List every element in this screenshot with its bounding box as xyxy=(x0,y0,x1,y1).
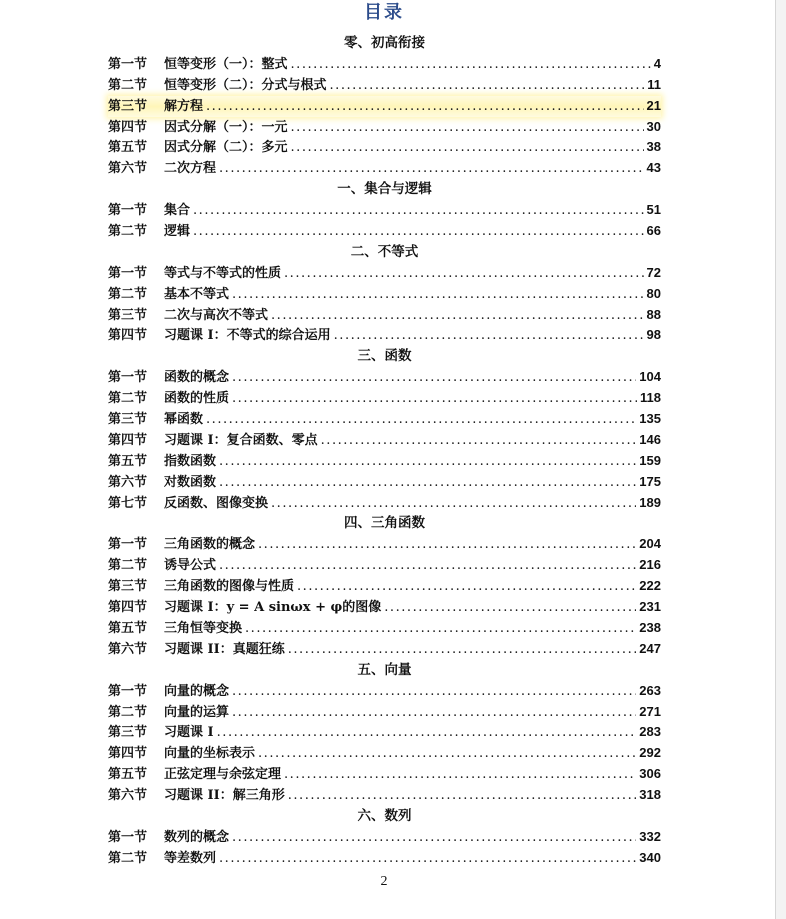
dot-leader xyxy=(217,723,637,743)
section-title: 集合 xyxy=(164,203,191,219)
section-page-number: 118 xyxy=(640,390,661,406)
section-number: 第一节 xyxy=(108,203,148,219)
chapter-heading[interactable]: 二、不等式 xyxy=(350,243,419,260)
chapter-heading[interactable]: 四、三角函数 xyxy=(344,515,425,532)
section-number: 第一节 xyxy=(108,537,148,553)
toc-entry-highlighted[interactable] xyxy=(108,96,661,117)
toc-entry[interactable] xyxy=(108,702,661,723)
section-title: 对数函数 xyxy=(164,474,217,490)
section-title: 基本不等式 xyxy=(164,286,230,302)
toc-entry[interactable] xyxy=(108,325,661,346)
section-title: 幂函数 xyxy=(164,412,204,428)
section-page-number: 231 xyxy=(639,599,661,615)
section-page-number: 135 xyxy=(639,411,661,427)
section-number: 第一节 xyxy=(108,56,148,72)
dot-leader xyxy=(291,118,644,138)
section-title: 解方程 xyxy=(164,98,204,114)
section-page-number: 175 xyxy=(639,473,661,489)
toc-entry[interactable] xyxy=(108,388,661,409)
dot-leader xyxy=(206,410,636,430)
toc-entry[interactable] xyxy=(108,618,661,639)
chapter-heading[interactable]: 一、集合与逻辑 xyxy=(337,181,432,198)
dot-leader xyxy=(219,849,636,869)
section-number: 第四节 xyxy=(108,119,148,135)
section-number: 第四节 xyxy=(108,600,148,616)
section-page-number: 11 xyxy=(647,76,661,92)
section-title: 恒等变形（二）：分式与根式 xyxy=(164,77,327,93)
section-title: 数列的概念 xyxy=(164,829,230,845)
section-number: 第一节 xyxy=(108,829,148,845)
section-title: 三角恒等变换 xyxy=(164,620,243,636)
section-title: 等式与不等式的性质 xyxy=(164,265,282,281)
page-edge-scrollbar[interactable] xyxy=(775,0,786,919)
dot-leader xyxy=(193,222,644,242)
toc-entry[interactable] xyxy=(108,451,661,472)
section-page-number: 38 xyxy=(646,139,661,155)
section-title: 诱导公式 xyxy=(164,558,217,574)
dot-leader xyxy=(330,76,645,96)
toc-entry[interactable] xyxy=(108,409,661,430)
section-page-number: 263 xyxy=(639,682,661,698)
toc-entry[interactable] xyxy=(108,743,661,764)
section-page-number: 80 xyxy=(646,285,661,301)
chapter-heading[interactable]: 三、函数 xyxy=(357,348,412,365)
toc-entry[interactable] xyxy=(108,493,661,514)
section-title: 向量的概念 xyxy=(164,683,230,699)
section-title: 习题课 I xyxy=(164,725,214,741)
dot-leader xyxy=(291,138,644,158)
section-page-number: 222 xyxy=(639,578,661,594)
section-title: 正弦定理与余弦定理 xyxy=(164,767,282,783)
section-number: 第五节 xyxy=(108,620,148,636)
section-page-number: 306 xyxy=(639,766,661,782)
toc-entry[interactable] xyxy=(108,305,661,326)
section-page-number: 238 xyxy=(639,619,661,635)
section-number: 第五节 xyxy=(108,767,148,783)
section-number: 第二节 xyxy=(108,77,148,93)
section-page-number: 66 xyxy=(646,223,661,239)
section-title: 向量的运算 xyxy=(164,704,230,720)
dot-leader xyxy=(232,389,637,409)
section-page-number: 4 xyxy=(653,55,661,71)
section-page-number: 30 xyxy=(646,118,661,134)
section-title: 指数函数 xyxy=(164,453,217,469)
toc-entry[interactable] xyxy=(108,848,661,869)
toc-entry[interactable] xyxy=(108,764,661,785)
toc-entry[interactable] xyxy=(108,200,661,221)
section-page-number: 189 xyxy=(639,494,661,510)
dot-leader xyxy=(284,264,644,284)
dot-leader xyxy=(219,159,644,179)
section-page-number: 146 xyxy=(639,431,661,447)
section-page-number: 88 xyxy=(646,306,661,322)
section-title: 三角函数的图像与性质 xyxy=(164,579,295,595)
dot-leader xyxy=(219,556,636,576)
section-number: 第六节 xyxy=(108,788,148,804)
chapter-heading[interactable]: 六、数列 xyxy=(357,807,412,824)
section-page-number: 159 xyxy=(639,452,661,468)
section-number: 第六节 xyxy=(108,641,148,657)
section-page-number: 104 xyxy=(639,369,661,385)
toc-entry[interactable] xyxy=(108,785,661,806)
toc-entry[interactable] xyxy=(108,54,661,75)
section-page-number: 340 xyxy=(639,849,661,865)
dot-leader xyxy=(284,765,636,785)
dot-leader xyxy=(219,452,636,472)
section-number: 第三节 xyxy=(108,307,148,323)
toc-entry[interactable] xyxy=(108,284,661,305)
toc-entry[interactable] xyxy=(108,430,661,451)
section-number: 第四节 xyxy=(108,432,148,448)
dot-leader xyxy=(219,473,636,493)
dot-leader xyxy=(206,97,644,117)
section-number: 第二节 xyxy=(108,286,148,302)
section-page-number: 21 xyxy=(646,97,661,113)
toc-entry[interactable] xyxy=(108,555,661,576)
toc-entry[interactable] xyxy=(108,576,661,597)
section-title: 二次方程 xyxy=(164,161,217,177)
section-page-number: 332 xyxy=(639,828,661,844)
section-title: 习题课 II：真题狂练 xyxy=(164,641,285,657)
section-title: 函数的概念 xyxy=(164,370,230,386)
section-number: 第五节 xyxy=(108,140,148,156)
toc-entry[interactable] xyxy=(108,117,661,138)
section-title: 三角函数的概念 xyxy=(164,537,256,553)
section-number: 第二节 xyxy=(108,558,148,574)
section-number: 第三节 xyxy=(108,98,148,114)
toc-entry[interactable] xyxy=(108,681,661,702)
section-page-number: 216 xyxy=(639,557,661,573)
section-number: 第一节 xyxy=(108,683,148,699)
dot-leader xyxy=(297,577,636,597)
page-number-footer: 2 xyxy=(380,874,388,889)
dot-leader xyxy=(232,682,636,702)
section-title: 函数的性质 xyxy=(164,391,230,407)
section-title: 恒等变形（一）：整式 xyxy=(164,56,288,72)
toc-entry[interactable] xyxy=(108,158,661,179)
section-page-number: 204 xyxy=(639,536,661,552)
toc-entry[interactable] xyxy=(108,221,661,242)
section-number: 第二节 xyxy=(108,391,148,407)
section-page-number: 72 xyxy=(646,264,661,280)
section-title: 等差数列 xyxy=(164,850,217,866)
page-title: 目录 xyxy=(364,2,404,23)
toc-entry[interactable] xyxy=(108,827,661,848)
toc-entry[interactable] xyxy=(108,367,661,388)
toc-entry[interactable] xyxy=(108,722,661,743)
dot-leader xyxy=(232,285,644,305)
section-title: 逻辑 xyxy=(164,224,191,240)
section-page-number: 247 xyxy=(639,640,661,656)
section-title: 习题课 I：不等式的综合运用 xyxy=(164,328,331,344)
section-page-number: 271 xyxy=(639,703,661,719)
section-title: 因式分解（一）：一元 xyxy=(164,119,288,135)
dot-leader xyxy=(271,494,636,514)
table-of-contents xyxy=(108,33,661,869)
section-title: 习题课 I：y = A sinωx + φ的图像 xyxy=(164,600,382,616)
section-page-number: 51 xyxy=(646,202,661,218)
dot-leader xyxy=(193,201,644,221)
dot-leader xyxy=(232,828,636,848)
section-number: 第六节 xyxy=(108,474,148,490)
toc-entry[interactable] xyxy=(108,263,661,284)
dot-leader xyxy=(245,619,636,639)
section-title: 向量的坐标表示 xyxy=(164,746,256,762)
dot-leader xyxy=(291,55,651,75)
dot-leader xyxy=(334,326,644,346)
section-number: 第一节 xyxy=(108,265,148,281)
dot-leader xyxy=(232,703,636,723)
chapter-heading[interactable]: 零、初高衔接 xyxy=(344,35,425,51)
dot-leader xyxy=(271,306,644,326)
dot-leader xyxy=(258,535,636,555)
chapter-heading[interactable]: 五、向量 xyxy=(357,661,412,678)
section-page-number: 283 xyxy=(639,724,661,740)
dot-leader xyxy=(321,431,637,451)
section-number: 第四节 xyxy=(108,328,148,344)
dot-leader xyxy=(288,640,637,660)
section-page-number: 292 xyxy=(639,745,661,761)
section-number: 第三节 xyxy=(108,412,148,428)
toc-entry[interactable] xyxy=(108,137,661,158)
section-number: 第二节 xyxy=(108,850,148,866)
toc-entry[interactable] xyxy=(108,472,661,493)
section-number: 第一节 xyxy=(108,370,148,386)
section-number: 第五节 xyxy=(108,453,148,469)
dot-leader xyxy=(232,368,636,388)
section-page-number: 43 xyxy=(646,160,661,176)
toc-entry[interactable] xyxy=(108,534,661,555)
toc-entry[interactable] xyxy=(108,639,661,660)
section-title: 二次与高次不等式 xyxy=(164,307,269,323)
section-number: 第三节 xyxy=(108,725,148,741)
dot-leader xyxy=(288,786,637,806)
section-title: 习题课 I：复合函数、零点 xyxy=(164,432,318,448)
section-page-number: 98 xyxy=(646,327,661,343)
section-number: 第二节 xyxy=(108,224,148,240)
dot-leader xyxy=(384,598,636,618)
dot-leader xyxy=(258,744,636,764)
toc-entry[interactable] xyxy=(108,597,661,618)
section-number: 第七节 xyxy=(108,495,148,511)
section-title: 习题课 II：解三角形 xyxy=(164,788,285,804)
section-number: 第四节 xyxy=(108,746,148,762)
section-number: 第六节 xyxy=(108,161,148,177)
section-number: 第三节 xyxy=(108,579,148,595)
section-number: 第二节 xyxy=(108,704,148,720)
section-page-number: 318 xyxy=(639,787,661,803)
section-title: 因式分解（二）：多元 xyxy=(164,140,288,156)
toc-entry[interactable] xyxy=(108,75,661,96)
section-title: 反函数、图像变换 xyxy=(164,495,269,511)
